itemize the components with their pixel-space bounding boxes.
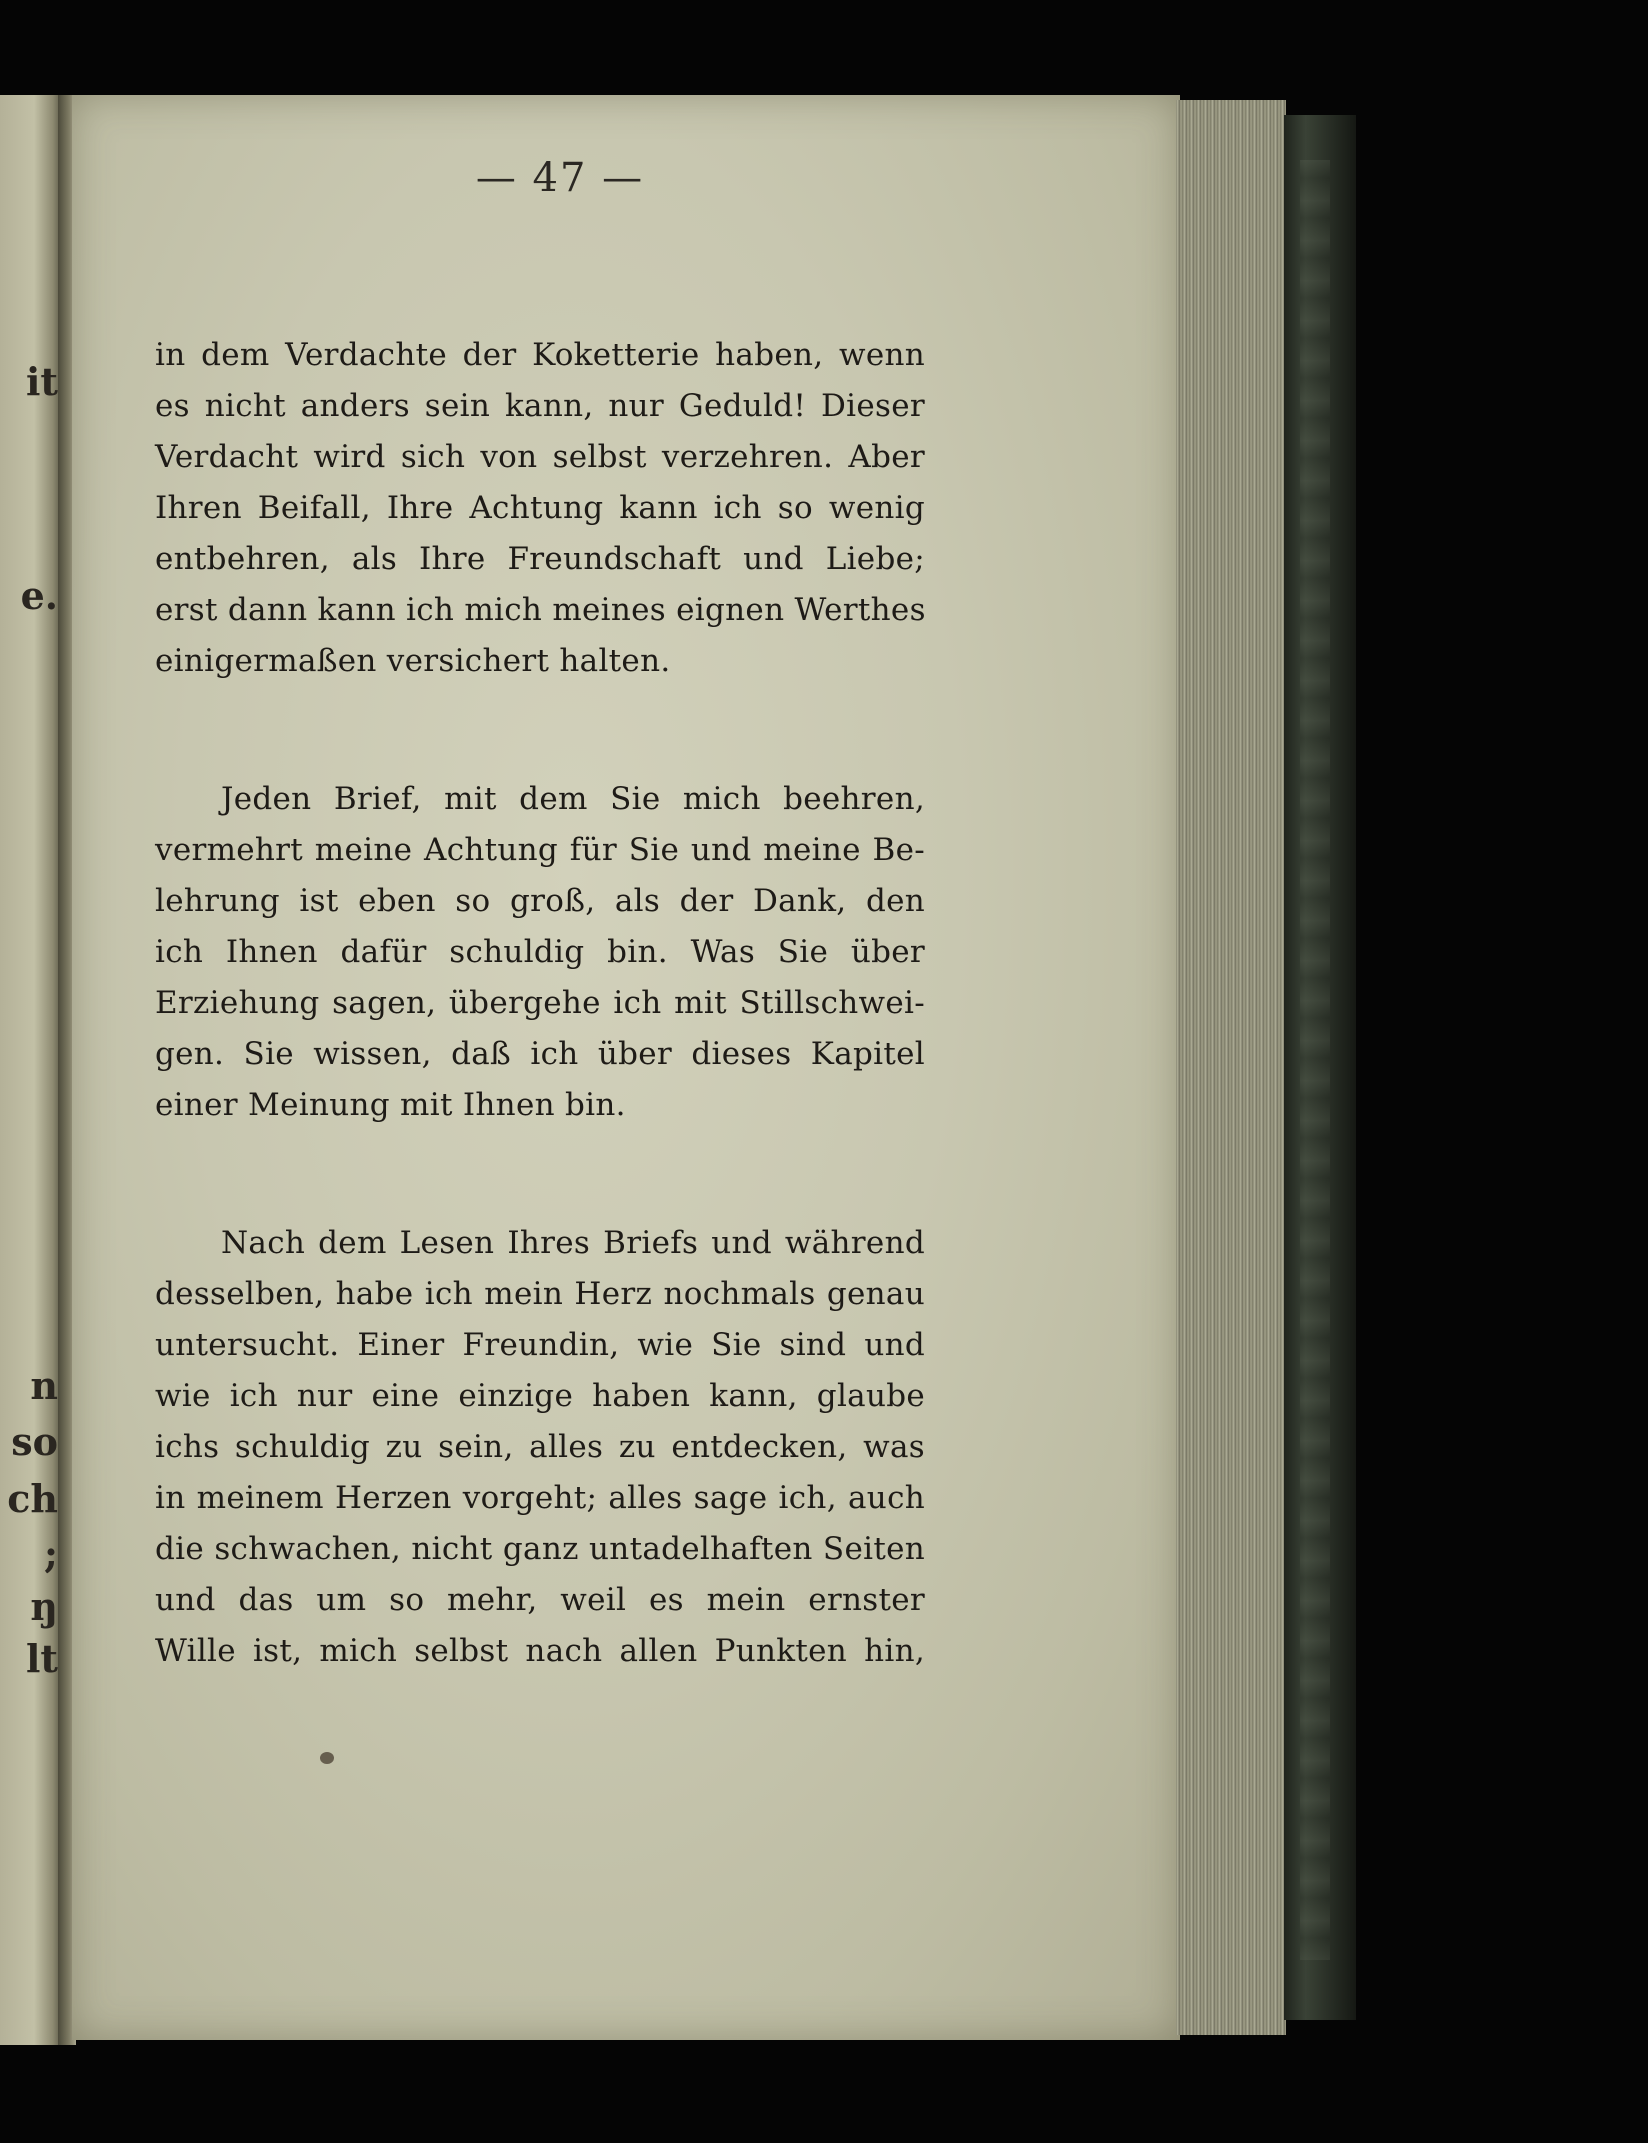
text-line: es nicht anders sein kann, nur Geduld! Dieser	[155, 388, 925, 424]
fragment-text: ch	[7, 1476, 58, 1521]
text-line: ich Ihnen dafür schuldig bin. Was Sie über	[155, 934, 925, 970]
fragment-text: ;	[43, 1531, 58, 1576]
text-line: erst dann kann ich mich meines eignen Werthes	[155, 592, 926, 628]
text-line: wie ich nur eine einzige haben kann, glaube	[155, 1378, 925, 1414]
text-line: Wille ist, mich selbst nach allen Punkten hin,	[155, 1633, 925, 1669]
text-line: ichs schuldig zu sein, alles zu entdecken, was	[155, 1429, 925, 1465]
paragraph-gap	[155, 1131, 925, 1218]
paragraph	[155, 1218, 925, 1677]
paragraph	[155, 774, 925, 1131]
fragment-text: ŋ	[30, 1584, 58, 1629]
text-line: und das um so mehr, weil es mein ernster	[155, 1582, 925, 1618]
text-line: die schwachen, nicht ganz untadelhaften Seiten	[155, 1531, 925, 1567]
text-line: Ihren Beifall, Ihre Achtung kann ich so wenig	[155, 490, 925, 526]
text-line: einigermaßen versichert halten.	[155, 643, 671, 679]
text-line: Nach dem Lesen Ihres Briefs und während	[221, 1225, 925, 1261]
previous-page-edge	[0, 95, 62, 2045]
text-line: lehrung ist eben so groß, als der Dank, den	[155, 883, 925, 919]
fragment-text: n	[30, 1363, 58, 1408]
fragment-text: e.	[20, 573, 58, 618]
cover-texture	[1300, 160, 1330, 1960]
text-line: vermehrt meine Achtung für Sie und meine Be-	[155, 832, 925, 868]
fragment-text: so	[11, 1419, 58, 1464]
page-body	[155, 330, 925, 1677]
ink-spot	[320, 1752, 334, 1764]
page-edges	[1176, 100, 1286, 2035]
text-line: desselben, habe ich mein Herz nochmals genau	[155, 1276, 925, 1312]
text-line: Verdacht wird sich von selbst verzehren. Aber	[155, 439, 925, 475]
text-line: Erziehung sagen, übergehe ich mit Stillschwei-	[155, 985, 925, 1021]
text-line: in dem Verdachte der Koketterie haben, wenn	[155, 337, 925, 373]
text-line: gen. Sie wissen, daß ich über dieses Kapitel	[155, 1036, 925, 1072]
page-number: — 47 —	[475, 155, 645, 201]
fragment-text: lt	[26, 1636, 58, 1681]
text-line: Jeden Brief, mit dem Sie mich beehren,	[221, 781, 925, 817]
text-line: in meinem Herzen vorgeht; alles sage ich, auch	[155, 1480, 925, 1516]
paragraph-gap	[155, 687, 925, 774]
text-line: einer Meinung mit Ihnen bin.	[155, 1087, 626, 1123]
text-line: entbehren, als Ihre Freundschaft und Liebe;	[155, 541, 925, 577]
paragraph	[155, 330, 925, 687]
text-line: untersucht. Einer Freundin, wie Sie sind und	[155, 1327, 925, 1363]
fragment-text: it	[26, 359, 58, 404]
